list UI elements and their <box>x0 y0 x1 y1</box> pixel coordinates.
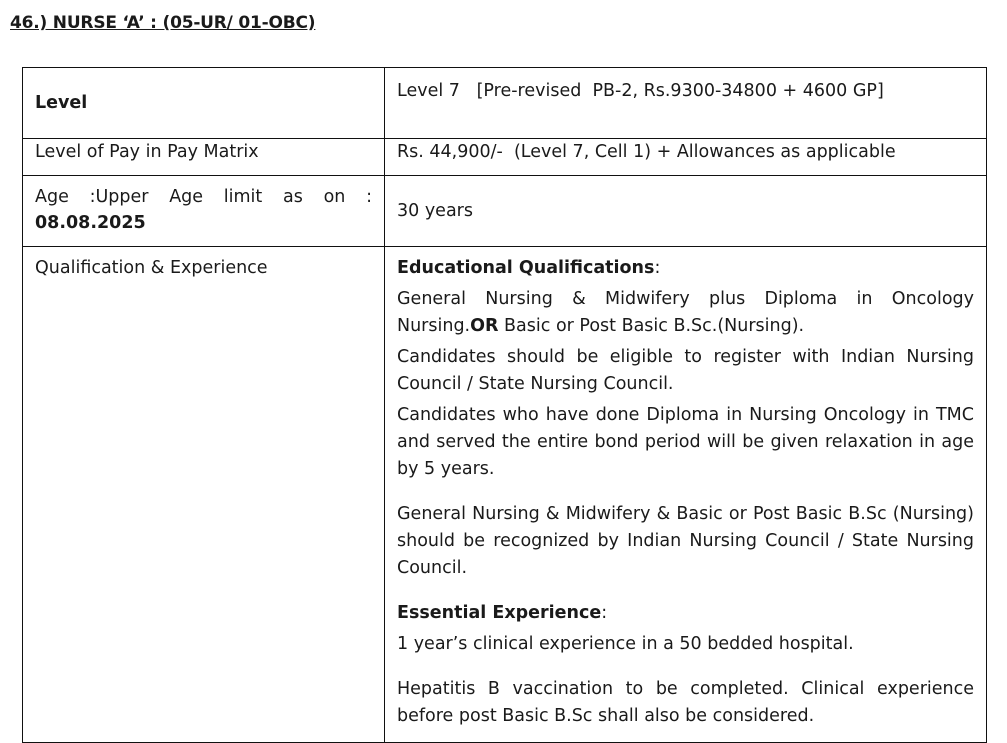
edu-paragraph-1 <box>397 286 974 340</box>
exp-paragraph-2: Hepatitis B vaccination to be completed. Clinical experience before post Basic B.Sc shall also be considered. <box>397 679 974 726</box>
qualification-label: Qualification & Experience <box>23 247 385 743</box>
post-heading: 46.) NURSE ‘A’ : (05-UR/ 01-OBC) <box>10 13 316 33</box>
educational-heading-line <box>397 255 974 282</box>
edu-paragraph-4: General Nursing & Midwifery & Basic or Post Basic B.Sc (Nursing) should be recognized by Indian Nursing Council / State Nursing Council. <box>397 504 974 578</box>
edu-p1-or: OR <box>470 316 499 336</box>
experience-heading-line <box>397 600 974 627</box>
educational-heading-colon: : <box>654 258 661 278</box>
qualification-details <box>385 247 987 743</box>
table-row-level <box>23 68 987 139</box>
level-value: Level 7 [Pre-revised PB-2, Rs.9300-34800 + 4600 GP] <box>385 68 987 139</box>
table-row-pay <box>23 139 987 176</box>
edu-paragraph-2: Candidates should be eligible to register with Indian Nursing Council / State Nursing Council. <box>397 347 974 394</box>
age-value: 30 years <box>385 176 987 247</box>
level-label: Level <box>23 68 385 139</box>
pay-value: Rs. 44,900/- (Level 7, Cell 1) + Allowances as applicable <box>385 139 987 176</box>
pay-label: Level of Pay in Pay Matrix <box>23 139 385 176</box>
edu-p1-part1: General Nursing & Midwifery plus Diploma in Oncology Nursing. <box>397 289 974 336</box>
post-details-table <box>22 67 987 743</box>
age-cutoff-date: 08.08.2025 <box>35 213 146 233</box>
experience-heading-colon: : <box>601 603 608 623</box>
exp-paragraph-1: 1 year’s clinical experience in a 50 bedded hospital. <box>397 634 854 654</box>
edu-p1-part2: Basic or Post Basic B.Sc.(Nursing). <box>498 316 805 336</box>
educational-heading: Educational Qualifications <box>397 258 655 278</box>
experience-heading: Essential Experience <box>397 603 602 623</box>
age-label: Age :Upper Age limit as on : <box>35 187 372 207</box>
table-row-qualification <box>23 247 987 743</box>
table-row-age <box>23 176 987 247</box>
edu-paragraph-3: Candidates who have done Diploma in Nursing Oncology in TMC and served the entire bond period will be given relaxation in age by 5 years. <box>397 405 974 479</box>
age-label-cell <box>23 176 385 247</box>
